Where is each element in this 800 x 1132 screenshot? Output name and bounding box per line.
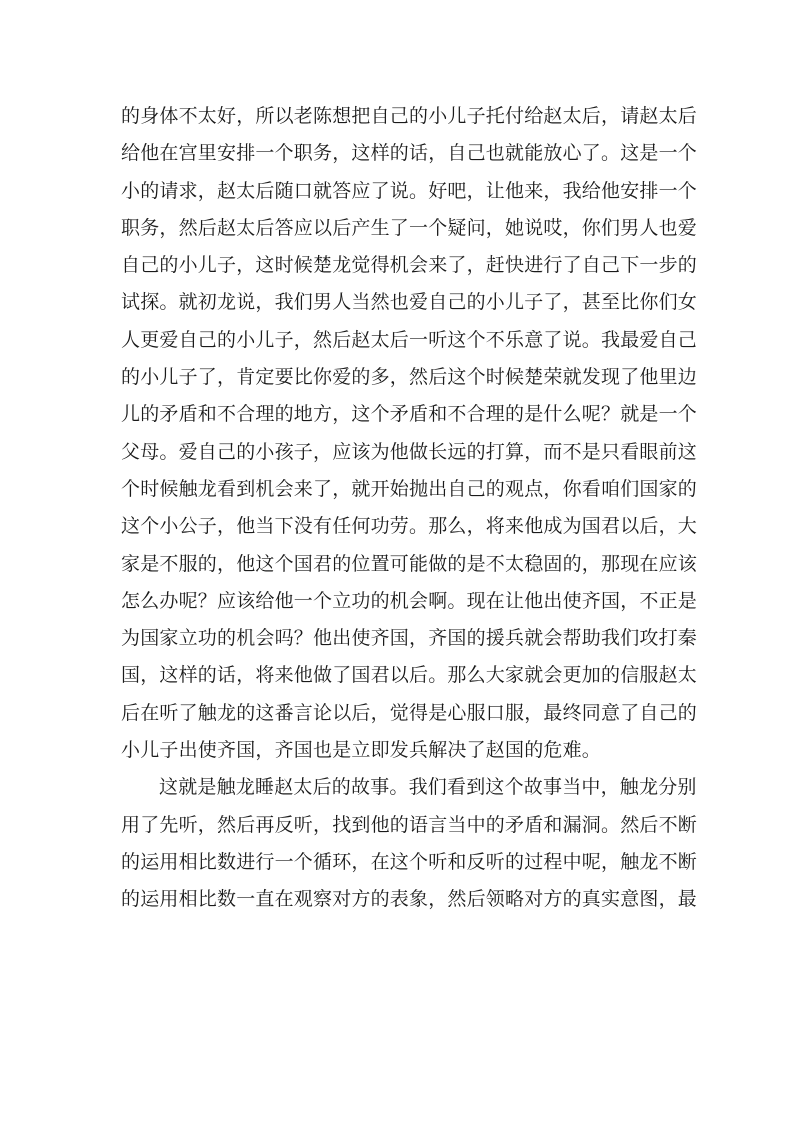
paragraph-line: 的小儿子了，肯定要比你爱的多，然后这个时候楚荣就发现了他里边 xyxy=(121,366,698,389)
paragraph-line: 的运用相比数一直在观察对方的表象，然后领略对方的真实意图，最 xyxy=(121,888,698,911)
paragraph-line: 职务，然后赵太后答应以后产生了一个疑问，她说哎，你们男人也爱 xyxy=(121,216,698,239)
paragraph-line: 的身体不太好，所以老陈想把自己的小儿子托付给赵太后，请赵太后 xyxy=(121,105,698,127)
paragraph-line: 家是不服的，他这个国君的位置可能做的是不太稳固的，那现在应该 xyxy=(121,552,698,575)
paragraph-line: 为国家立功的机会吗？他出使齐国，齐国的援兵就会帮助我们攻打秦 xyxy=(121,627,698,650)
paragraph-line: 小的请求，赵太后随口就答应了说。好吧，让他来，我给他安排一个 xyxy=(121,179,698,202)
paragraph-line: 父母。爱自己的小孩子，应该为他做长远的打算，而不是只看眼前这 xyxy=(121,440,698,463)
paragraph-line: 这就是触龙睡赵太后的故事。我们看到这个故事当中，触龙分别 xyxy=(159,776,697,799)
paragraph-line: 试探。就初龙说，我们男人当然也爱自己的小儿子了，甚至比你们女 xyxy=(121,291,698,314)
paragraph-line: 国，这样的话，将来他做了国君以后。那么大家就会更加的信服赵太 xyxy=(121,664,698,687)
paragraph-line: 这个小公子，他当下没有任何功劳。那么，将来他成为国君以后，大 xyxy=(121,515,698,538)
paragraph-line: 的运用相比数进行一个循环，在这个听和反听的过程中呢，触龙不断 xyxy=(121,850,698,873)
document-page xyxy=(121,98,698,919)
paragraph-line: 给他在宫里安排一个职务，这样的话，自己也就能放心了。这是一个 xyxy=(121,142,698,165)
paragraph-line: 自己的小儿子，这时候楚龙觉得机会来了，赶快进行了自己下一步的 xyxy=(121,254,698,277)
paragraph-line: 后在听了触龙的这番言论以后，觉得是心服口服，最终同意了自己的 xyxy=(121,701,698,724)
paragraph-line: 儿的矛盾和不合理的地方，这个矛盾和不合理的是什么呢？就是一个 xyxy=(121,403,698,426)
paragraph-line: 小儿子出使齐国，齐国也是立即发兵解决了赵国的危难。 xyxy=(121,739,602,762)
paragraph-line: 个时候触龙看到机会来了，就开始抛出自己的观点，你看咱们国家的 xyxy=(121,477,698,500)
paragraph-line: 人更爱自己的小儿子，然后赵太后一听这个不乐意了说。我最爱自己 xyxy=(121,328,698,351)
paragraph-line: 怎么办呢？应该给他一个立功的机会啊。现在让他出使齐国，不正是 xyxy=(121,589,698,612)
paragraph-line: 用了先听，然后再反听，找到他的语言当中的矛盾和漏洞。然后不断 xyxy=(121,813,698,836)
